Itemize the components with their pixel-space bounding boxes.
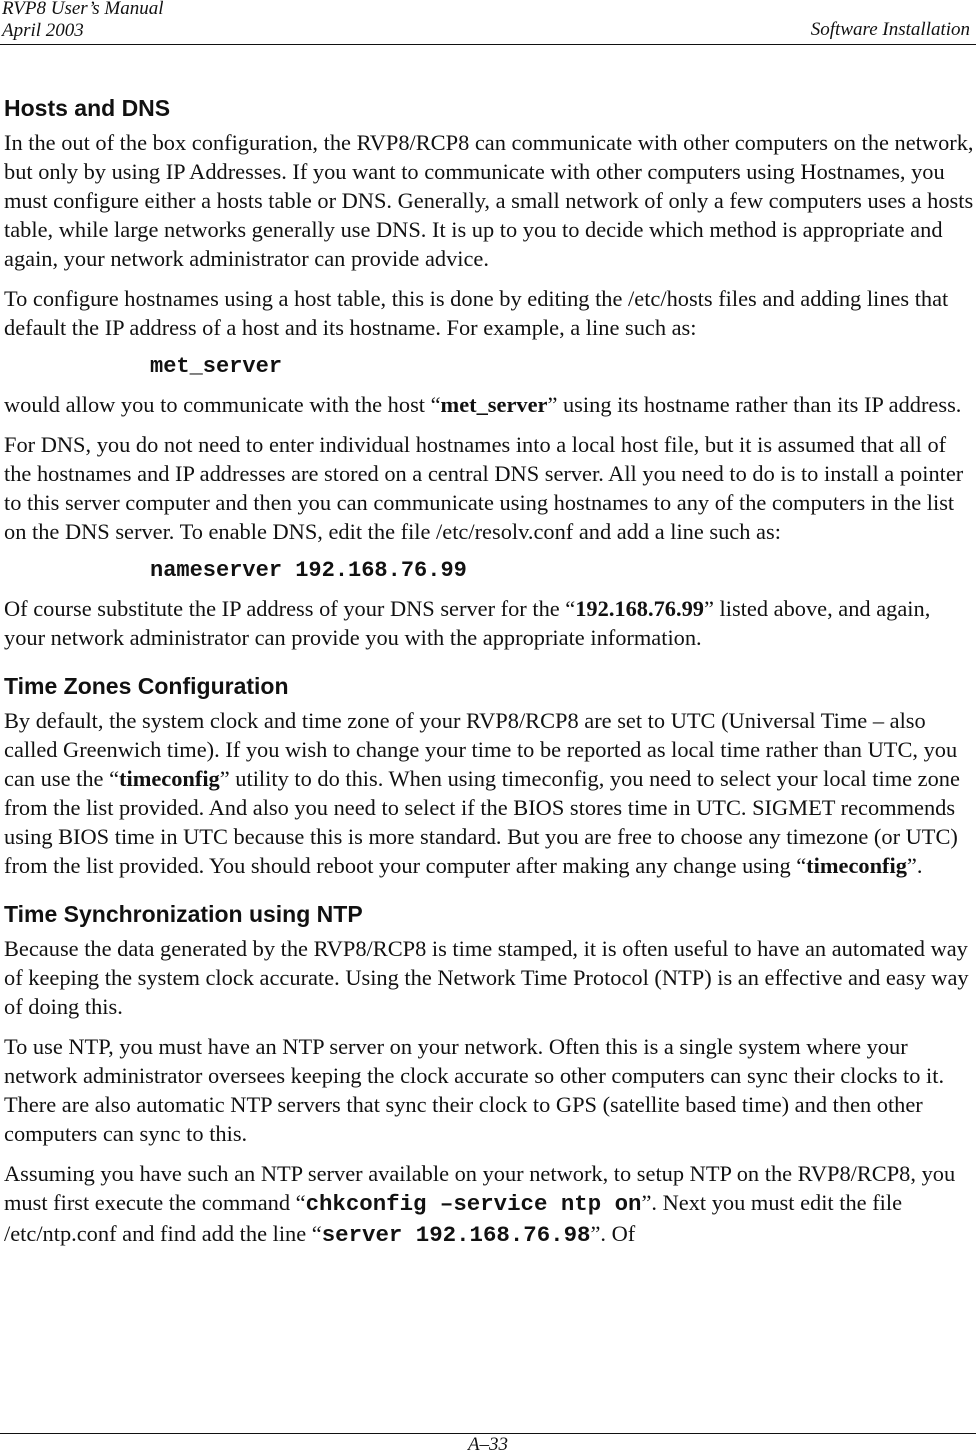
text-run: ” using its hostname rather than its IP address. (547, 392, 962, 417)
paragraph: In the out of the box configuration, the RVP8/RCP8 can communicate with other computers on the network, but only by using IP Addresses. If you want to communicate with other computers using Hostnames, you must configure either a hosts table or DNS. Generally, a small network of only a few computers uses a hosts table, while large networks generally use DNS. It is up to you to decide which method is appropriate and again, your network administrator can provide advice. (4, 130, 974, 271)
paragraph (4, 594, 976, 652)
code-example-nameserver: nameserver 192.168.76.99 (150, 558, 467, 583)
manual-date: April 2003 (2, 20, 84, 41)
paragraph: To configure hostnames using a host table, this is done by editing the /etc/hosts files and adding lines that default the IP address of a host and its hostname. For example, a line such as: (4, 286, 949, 340)
text-run: ”. (906, 853, 923, 878)
bold-term: timeconfig (119, 766, 220, 791)
text-run: ” listed above, and again, your network administrator can provide you with the appropriate information. (4, 596, 931, 650)
page-content (4, 94, 976, 1261)
command-text: server 192.168.76.98 (321, 1222, 591, 1248)
code-example-hostname: met_server (150, 354, 283, 379)
header-left (2, 0, 164, 42)
section-title: Software Installation (810, 19, 970, 40)
paragraph (4, 706, 976, 880)
text-run: ”. Next you must edit the file /etc/ntp.conf and find add the line “ (4, 1190, 903, 1246)
text-run: Assuming you have such an NTP server available on your network, to setup NTP on the RVP8/RCP8, you must first execute the command “ (4, 1161, 956, 1215)
heading-ntp: Time Synchronization using NTP (4, 901, 363, 927)
text-run: Of course substitute the IP address of your DNS server for the “ (4, 596, 576, 621)
paragraph: Because the data generated by the RVP8/RCP8 is time stamped, it is often useful to have an automated way of keeping the system clock accurate. Using the Network Time Protocol (NTP) is an effective and easy way of doing this. (4, 936, 969, 1019)
paragraph: To use NTP, you must have an NTP server on your network. Often this is a single system where your network administrator oversees keeping the clock accurate so other computers can sync their clocks to it. There are also automatic NTP servers that sync their clock to GPS (satellite based time) and then other computers can sync to this. (4, 1034, 945, 1146)
paragraph: For DNS, you do not need to enter individual hostnames into a local host file, but it is assumed that all of the hostnames and IP addresses are stored on a central DNS server. All you need to do is to install a pointer to this server computer and then you can communicate using hostnames to any of the computers in the list on the DNS server. To enable DNS, edit the file /etc/resolv.conf and add a line such as: (4, 432, 964, 544)
text-run: By default, the system clock and time zone of your RVP8/RCP8 are set to UTC (Universal Time – also called Greenwich time). If you wish to change your time to be reported as local time rather than UTC, you can use the “ (4, 708, 958, 791)
page-header (0, 0, 976, 45)
text-run: ”. Of (590, 1221, 636, 1246)
manual-title: RVP8 User’s Manual (2, 0, 164, 19)
heading-time-zones: Time Zones Configuration (4, 673, 289, 699)
text-run: would allow you to communicate with the host “ (4, 392, 441, 417)
command-text: chkconfig –service ntp on (305, 1191, 642, 1217)
bold-term: met_server (440, 392, 548, 417)
page-number: A–33 (467, 1434, 509, 1455)
paragraph (4, 1159, 976, 1250)
paragraph (4, 390, 976, 419)
text-run: ” utility to do this. When using timeconfig, you need to select your local time zone from the list provided. And also you need to select if the BIOS stores time in UTC. SIGMET recommends using BIOS time in UTC because this is more standard. But you are free to choose any timezone (or UTC) from the list provided. You should reboot your computer after making any change using “ (4, 766, 960, 878)
bold-term: 192.168.76.99 (575, 596, 704, 621)
heading-hosts-dns: Hosts and DNS (4, 95, 171, 121)
bold-term: timeconfig (806, 853, 907, 878)
